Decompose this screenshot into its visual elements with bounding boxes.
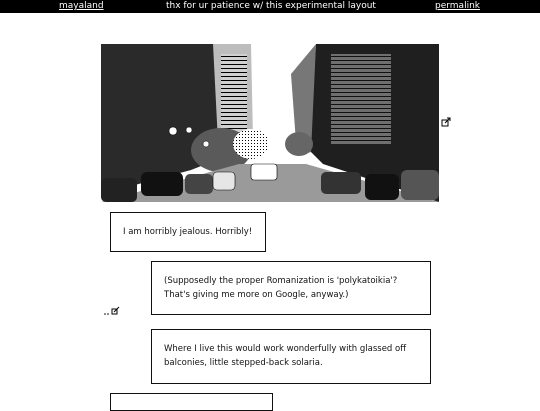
- reply-bubble: [110, 212, 266, 252]
- reply-bubble: [151, 329, 431, 384]
- reply-bubble: [110, 393, 273, 411]
- header-message: thx for ur patience w/ this experimental layout: [166, 1, 376, 11]
- reply-icon[interactable]: [104, 306, 120, 316]
- reply-bubble: [151, 261, 431, 315]
- reply-text: Where I live this would work wonderfully with glassed off balconies, little stepped-back solaria.: [164, 344, 407, 368]
- permalink-link[interactable]: permalink: [435, 1, 480, 11]
- site-name-link[interactable]: mayaland: [59, 1, 104, 11]
- external-link-icon[interactable]: [441, 117, 451, 127]
- street-photo: [101, 44, 439, 202]
- reply-text: (Supposedly the proper Romanization is 'polykatoikia'? That's giving me more on Google, anyway.): [164, 276, 398, 300]
- reply-text: I am horribly jealous. Horribly!: [123, 227, 253, 237]
- top-bar: [0, 0, 540, 13]
